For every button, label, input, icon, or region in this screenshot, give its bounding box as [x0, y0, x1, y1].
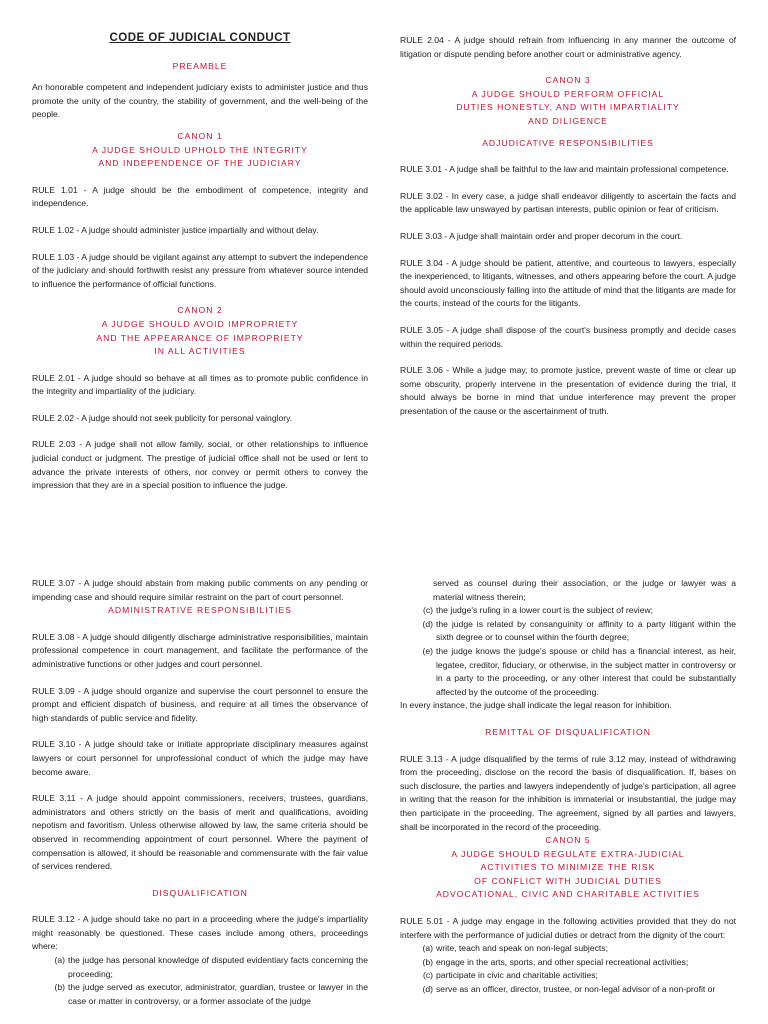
document-title: CODE OF JUDICIAL CONDUCT	[109, 32, 291, 44]
rule-2-03: RULE 2.03 - A judge shall not allow family, social, or other relationships to influence judicial conduct or judgment. The prestige of judicial office shall not be used or lent to advance the private interests of others, nor convey or permit others to convey the impression that they are in a special position to influence the judge.	[32, 439, 368, 491]
preamble-heading: PREAMBLE	[172, 60, 228, 71]
canon-3-heading: CANON 3 A JUDGE SHOULD PERFORM OFFICIAL DUTIES HONESTLY, AND WITH IMPARTIALITY AND DILIGENCE	[456, 75, 680, 126]
rule-3-07: RULE 3.07 - A judge should abstain from making public comments on any pending or impending case and should require similar restraint on the part of court personnel.	[32, 578, 368, 602]
rule-3-12: RULE 3.12 - A judge should take no part in a proceeding where the judge's impartiality might reasonably be questioned. These cases include among others, proceedings where:	[32, 914, 368, 952]
preamble-text: An honorable competent and independent judiciary exists to administer justice and thus promote the unity of the country, the stability of government, and the well-being of the people.	[32, 82, 368, 120]
remittal-heading: REMITTAL OF DISQUALIFICATION	[485, 726, 651, 737]
rule-5-01-c: (c) participate in civic and charitable activities;	[422, 970, 598, 981]
rule-3-05: RULE 3.05 - A judge shall dispose of the court's business promptly and decide cases within the required periods.	[400, 324, 736, 349]
rule-1-03: RULE 1.03 - A judge should be vigilant against any attempt to subvert the independence of the judiciary and should forthwith resist any pressure from whatever source intended to influence the performance of official functions.	[32, 251, 368, 289]
rule-3-06: RULE 3.06 - While a judge may, to promote justice, prevent waste of time or clear up some obscurity, properly intervene in the presentation of evidence during the trial, it should always be borne in mind that undue interference may prevent the proper presentation of the cause or the ascertainment of truth.	[400, 365, 736, 416]
rule-3-13: RULE 3.13 - A judge disqualified by the terms of rule 3.12 may, instead of withdrawing from the proceeding, disclose on the record the basis of disqualification. If, bases on such disclosure, the parties and lawyers independently of judge's participation, all agree in writing that the reason for the inhibition is immaterial or insubstantial, the judge may then participate in the proceeding. The agreement, signed by all parties and lawyers, shall be incorporated in the record of the proceeding.	[400, 753, 736, 832]
column-bottom-left	[32, 577, 368, 1008]
canon-1-heading: CANON 1 A JUDGE SHOULD UPHOLD THE INTEGRITY AND INDEPENDENCE OF THE JUDICIARY	[92, 130, 308, 169]
rule-3-10: RULE 3.10 - A judge should take or initiate appropriate disciplinary measures against lawyers or court personnel for unprofessional conduct of which the judge may have become aware.	[32, 739, 368, 777]
rule-3-01: RULE 3.01 - A judge shall be faithful to the law and maintain professional competence.	[400, 164, 729, 175]
rule-3-12-e: (e) the judge knows the judge's spouse or child has a financial interest, as heir, legatee, creditor, fiduciary, or otherwise, in the subject matter in controversy or in a party to the proceeding, or any other interest that could be substantially affected by the outcome of the proceeding.	[422, 645, 736, 697]
rule-5-01-b: (b) engage in the arts, sports, and other special recreational activities;	[422, 956, 689, 967]
rule-3-08: RULE 3.08 - A judge should diligently discharge administrative responsibilities, maintain professional competence in court management, and facilitate the performance of the administrative functions or other judges and court personnel.	[32, 631, 368, 669]
rule-1-02: RULE 1.02 - A judge should administer justice impartially and without delay.	[32, 224, 319, 235]
column-top-right	[400, 34, 736, 418]
rule-3-03: RULE 3.03 - A judge shall maintain order and proper decorum in the court.	[400, 230, 683, 241]
rule-5-01-a: (a) write, teach and speak on non-legal subjects;	[422, 943, 608, 954]
disqualification-heading: DISQUALIFICATION	[152, 887, 248, 898]
canon-2-heading: CANON 2 A JUDGE SHOULD AVOID IMPROPRIETY AND THE APPEARANCE OF IMPROPRIETY IN ALL ACTIVITIES	[96, 305, 304, 357]
administrative-heading: ADMINISTRATIVE RESPONSIBILITIES	[108, 605, 292, 616]
rule-3-09: RULE 3.09 - A judge should organize and supervise the court personnel to ensure the prompt and efficient dispatch of business, and require at all times the observance of high standards of public service and fidelity.	[32, 685, 368, 723]
rule-2-04: RULE 2.04 - A judge should refrain from influencing in any manner the outcome of litigation or dispute pending before another court or administrative agency.	[400, 35, 736, 59]
canon-5-heading: CANON 5 A JUDGE SHOULD REGULATE EXTRA-JUDICIAL ACTIVITIES TO MINIMIZE THE RISK OF CONFLICT WITH JUDICIAL DUTIES ADVOCATIONAL, CIVIC AND CHARITABLE ACTIVITIES	[436, 835, 700, 900]
rule-3-12-closing: In every instance, the judge shall indicate the legal reason for inhibition.	[400, 700, 672, 711]
rule-3-12-b-continued: served as counsel during their association, or the judge or lawyer was a material witness therein;	[433, 578, 736, 602]
rule-3-12-c: (c) the judge's ruling in a lower court is the subject of review;	[422, 605, 654, 616]
rule-1-01: RULE 1.01 - A judge should be the embodiment of competence, integrity and independence.	[32, 184, 368, 209]
rule-5-01-d: (d) serve as an officer, director, trustee, or non-legal advisor of a non-profit or	[422, 984, 716, 995]
column-top-left	[32, 30, 368, 493]
rule-3-04: RULE 3.04 - A judge should be patient, attentive, and courteous to lawyers, especially the inexperienced, to litigants, witnesses, and others appearing before the court. A judge should avoid unconsciously falling into the attitude of mind that the litigants are made for the courts, instead of the courts for the litigants.	[400, 257, 736, 309]
rule-3-12-a: (a) the judge has personal knowledge of disputed evidentiary facts concerning the proceeding;	[54, 955, 368, 979]
rule-5-01: RULE 5.01 - A judge may engage in the following activities provided that they do not interfere with the performance of judicial duties or detract from the dignity of the court:	[400, 916, 736, 940]
rule-3-12-d: (d) the judge is related by consanguinity or affinity to a party litigant within the sixth degree or to counsel within the fourth degree;	[422, 618, 736, 643]
rule-3-02: RULE 3.02 - In every case, a judge shall endeavor diligently to ascertain the facts and the applicable law unswayed by partisan interests, public opinion or fear of criticism.	[400, 190, 736, 215]
column-bottom-right	[400, 577, 736, 997]
rule-3-11: RULE 3.11 - A judge should appoint commissioners, receivers, trustees, guardians, administrators and others strictly on the basis of merit and qualifications, avoiding nepotism and favoritism. Unless otherwise allowed by law, the same criteria should be observed in recommending appointment of court personnel. Where the payment of compensation is allowed, it should be reasonable and commensurate with the fair value of services rendered.	[32, 793, 368, 872]
rule-2-02: RULE 2.02 - A judge should not seek publicity for personal vainglory.	[32, 412, 293, 423]
rule-2-01: RULE 2.01 - A judge should so behave at all times as to promote public confidence in the integrity and impartiality of the judiciary.	[32, 372, 368, 397]
rule-3-12-b: (b) the judge served as executor, administrator, guardian, trustee or lawyer in the case or matter in controversy, or a former associate of the judge	[54, 982, 368, 1006]
adjudicative-heading: ADJUDICATIVE RESPONSIBILITIES	[482, 137, 654, 148]
